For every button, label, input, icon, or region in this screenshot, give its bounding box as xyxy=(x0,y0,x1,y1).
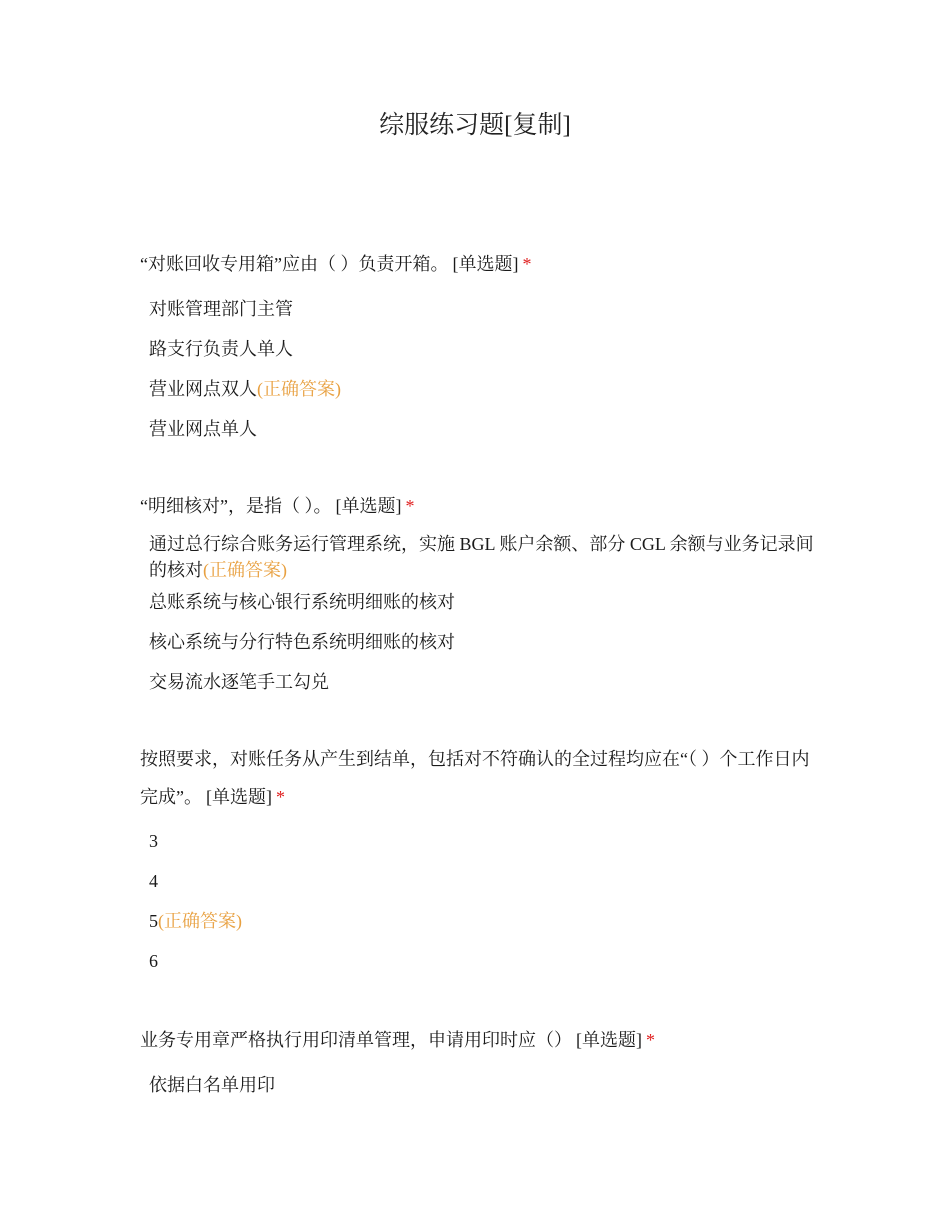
option-item[interactable] xyxy=(140,868,820,908)
question-stem: “明细核对”，是指（ ）。 xyxy=(140,496,332,516)
question-type: [单选题] xyxy=(452,254,519,274)
option-label: 依据白名单用印 xyxy=(149,1075,275,1095)
option-item[interactable] xyxy=(140,531,820,589)
option-item[interactable] xyxy=(140,828,820,868)
option-item[interactable] xyxy=(140,908,820,948)
option-label: 营业网点单人 xyxy=(149,419,257,439)
option-label: 4 xyxy=(149,871,158,891)
option-item[interactable] xyxy=(140,1072,820,1112)
option-item[interactable] xyxy=(140,296,820,336)
correct-answer-mark: (正确答案) xyxy=(158,911,242,931)
option-label: 路支行负责人单人 xyxy=(149,339,293,359)
correct-answer-mark: (正确答案) xyxy=(257,379,341,399)
option-item[interactable] xyxy=(140,336,820,376)
option-item[interactable] xyxy=(140,416,820,456)
required-mark: * xyxy=(276,787,285,807)
question-stem: 按照要求，对账任务从产生到结单，包括对不符确认的全过程均应在“（ ）个工作日内完成”。 xyxy=(140,749,810,807)
option-list xyxy=(140,1072,820,1112)
question-3 xyxy=(140,740,820,988)
required-mark: * xyxy=(405,496,415,516)
question-text xyxy=(140,487,820,525)
option-item[interactable] xyxy=(140,376,820,416)
page-title: 综服练习题[复制] xyxy=(379,112,571,139)
option-label: 6 xyxy=(149,951,158,971)
question-4 xyxy=(140,1021,820,1112)
option-label: 通过总行综合账务运行管理系统，实施 BGL 账户余额、部分 CGL 余额与业务记录间的核对 xyxy=(149,534,814,580)
question-1 xyxy=(140,245,820,456)
question-stem: “对账回收专用箱”应由（ ）负责开箱。 xyxy=(140,254,449,274)
required-mark: * xyxy=(522,254,532,274)
question-type: [单选题] xyxy=(576,1030,642,1050)
option-label: 核心系统与分行特色系统明细账的核对 xyxy=(149,632,455,652)
question-stem: 业务专用章严格执行用印清单管理，申请用印时应（） xyxy=(140,1030,572,1050)
option-label: 营业网点双人 xyxy=(149,379,257,399)
option-label: 交易流水逐笔手工勾兑 xyxy=(149,672,329,692)
option-list xyxy=(140,531,820,709)
question-text xyxy=(140,740,820,816)
option-item[interactable] xyxy=(140,589,820,629)
required-mark: * xyxy=(646,1030,655,1050)
option-label: 总账系统与核心银行系统明细账的核对 xyxy=(149,592,455,612)
option-list xyxy=(140,296,820,456)
option-label: 对账管理部门主管 xyxy=(149,299,293,319)
option-label: 3 xyxy=(149,831,158,851)
option-list xyxy=(140,828,820,988)
question-type: [单选题] xyxy=(206,787,272,807)
question-text xyxy=(140,245,820,283)
question-type: [单选题] xyxy=(335,496,402,516)
option-label: 5 xyxy=(149,911,158,931)
correct-answer-mark: (正确答案) xyxy=(203,560,287,580)
option-item[interactable] xyxy=(140,629,820,669)
question-text xyxy=(140,1021,820,1059)
option-item[interactable] xyxy=(140,669,820,709)
option-item[interactable] xyxy=(140,948,820,988)
question-2 xyxy=(140,487,820,709)
